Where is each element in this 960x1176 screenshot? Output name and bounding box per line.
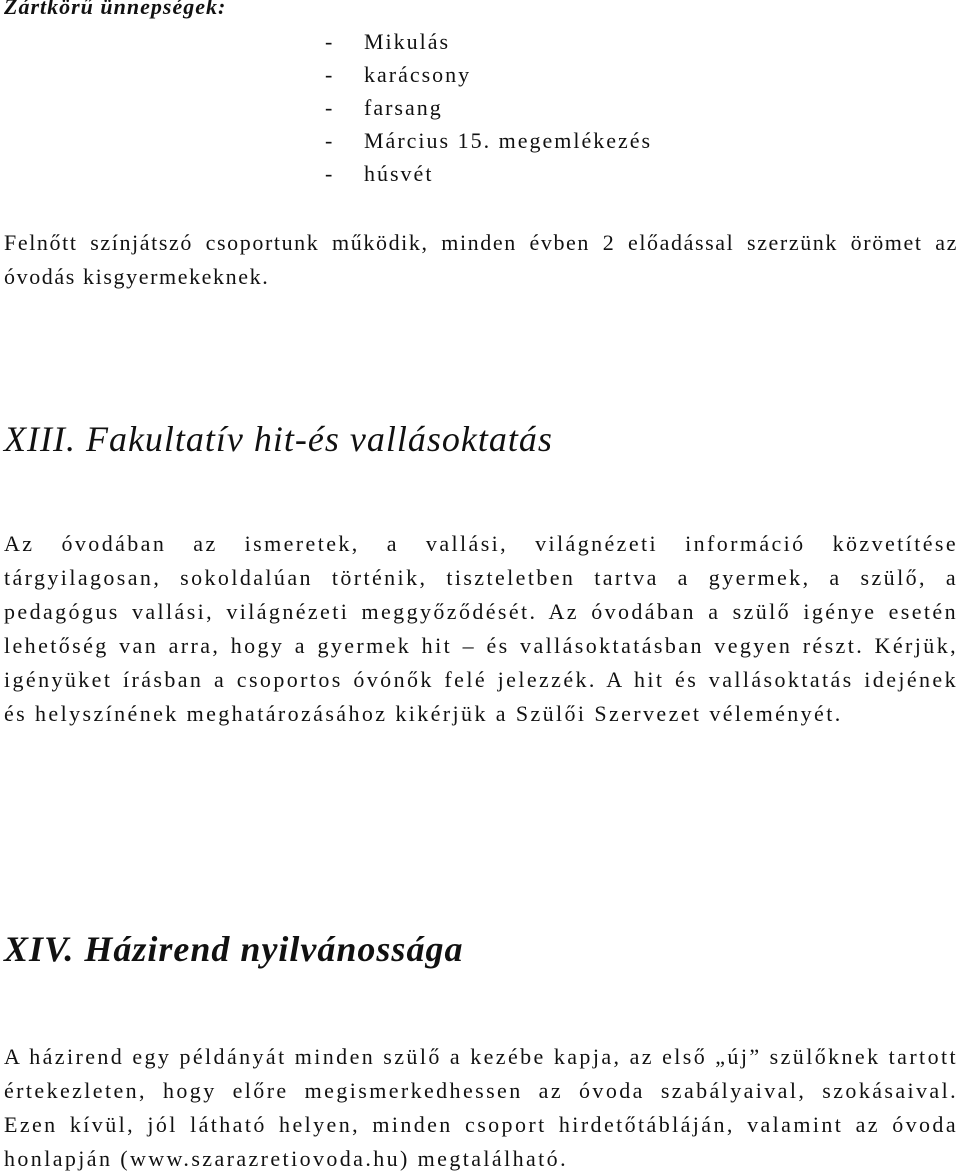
event-label: karácsony <box>364 62 472 87</box>
section-xiv-title: XIV. Házirend nyilvánossága <box>4 929 464 969</box>
section-xiii-paragraph: Az óvodában az ismeretek, a vallási, világnézeti információ közvetítése tárgyilagosan, sokoldalúan történik, tiszteletben tartva a gyermek, a szülő, a pedagógus vallási, világnézeti meggyőződését. Az óvodában a szülő igénye esetén lehetőség van arra, hogy a gyermek hit – és vallásoktatásban vegyen részt. Kérjük, igényüket írásban a csoportos óvónők felé jelezzék. A hit és vallásoktatás idejének és helyszínének meghatározásához kikérjük a Szülői Szervezet véleményét. <box>4 531 958 726</box>
bullet-dash: - <box>325 29 335 54</box>
bullet-dash: - <box>325 95 335 120</box>
events-heading: Zártkörű ünnepségek: <box>4 0 227 19</box>
event-label: Mikulás <box>364 29 451 54</box>
theatre-paragraph: Felnőtt színjátszó csoportunk működik, minden évben 2 előadással szerzünk örömet az óvodás kisgyermekeknek. <box>4 230 958 289</box>
section-xiv-paragraph: A házirend egy példányát minden szülő a kezébe kapja, az első „új” szülőknek tartott értekezleten, hogy előre megismerkedhessen az óvoda szabályaival, szokásaival. Ezen kívül, jól látható helyen, minden csoport hirdetőtábláján, valamint az óvoda honlapján (www.szarazretiovoda.hu) megtalálható. <box>4 1044 958 1171</box>
section-xiii-title: XIII. Fakultatív hit-és vallásoktatás <box>4 419 553 459</box>
event-label: Március 15. megemlékezés <box>364 128 653 153</box>
bullet-dash: - <box>325 128 335 153</box>
bullet-dash: - <box>325 161 335 186</box>
event-label: húsvét <box>364 161 434 186</box>
bullet-dash: - <box>325 62 335 87</box>
event-label: farsang <box>364 95 443 120</box>
